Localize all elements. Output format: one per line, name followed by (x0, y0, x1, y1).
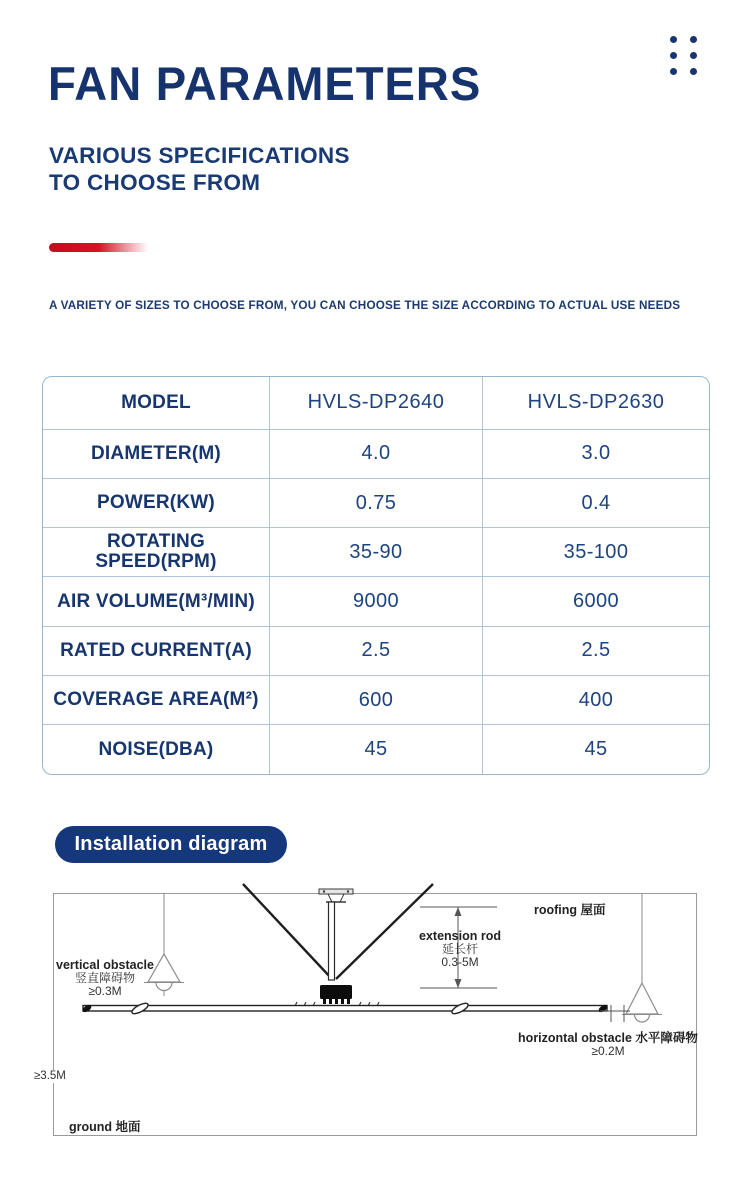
horizontal-obstacle-label-val: ≥0.2M (591, 1044, 625, 1058)
vertical-obstacle-label-cn: 竖直障碍物 (74, 971, 135, 985)
installation-diagram (34, 878, 710, 1140)
dots-grid-icon (670, 36, 697, 75)
spec-value: 4.0 (269, 429, 482, 478)
spec-label: DIAMETER(M) (43, 429, 269, 478)
spec-value: 9000 (269, 577, 482, 626)
ground-label: ground 地面 (69, 1120, 141, 1134)
table-row (43, 478, 709, 527)
spec-value: 45 (269, 725, 482, 774)
model-name: HVLS-DP2640 (269, 377, 482, 429)
spec-value: 35-90 (269, 528, 482, 577)
table-row (43, 675, 709, 724)
table-row (43, 725, 709, 774)
spec-label: NOISE(DBA) (43, 725, 269, 774)
spec-value: 2.5 (269, 626, 482, 675)
spec-value: 0.4 (483, 478, 709, 527)
vertical-obstacle-label-val: ≥0.3M (88, 984, 122, 999)
spec-label: AIR VOLUME(M³/MIN) (43, 577, 269, 626)
roofing-label: roofing 屋面 (534, 903, 606, 917)
spec-label: MODEL (43, 377, 269, 429)
spec-table (42, 376, 710, 775)
spec-label: POWER(KW) (43, 478, 269, 527)
subtitle-line1: VARIOUS SPECIFICATIONS (49, 143, 350, 168)
caption-text: A VARIETY OF SIZES TO CHOOSE FROM, YOU CAN CHOOSE THE SIZE ACCORDING TO ACTUAL USE NEEDS (49, 299, 681, 312)
extension-rod-label-cn: 延长杆 (441, 942, 478, 956)
table-header-row (43, 377, 709, 429)
min-height-label: ≥3.5M (34, 1070, 66, 1082)
spec-value: 35-100 (483, 528, 709, 577)
vertical-obstacle-label-en: vertical obstacle (56, 958, 154, 972)
fan-schematic-svg (40, 878, 710, 1140)
horizontal-obstacle-label-en: horizontal obstacle 水平障碍物 (518, 1031, 698, 1045)
accent-bar (49, 243, 148, 252)
page-title: FAN PARAMETERS (48, 57, 482, 110)
spec-value: 600 (269, 675, 482, 724)
extension-rod-label (408, 929, 512, 970)
spec-label: COVERAGE AREA(M²) (43, 675, 269, 724)
table-row (43, 626, 709, 675)
installation-diagram-button[interactable]: Installation diagram (55, 826, 287, 863)
horizontal-obstacle-label (508, 1031, 708, 1058)
spec-value: 45 (483, 725, 709, 774)
spec-value: 6000 (483, 577, 709, 626)
spec-value: 0.75 (269, 478, 482, 527)
table-row (43, 429, 709, 478)
extension-rod-label-val: 0.3-5M (441, 955, 479, 970)
table-row (43, 528, 709, 577)
model-name: HVLS-DP2630 (483, 377, 709, 429)
subtitle-line2: TO CHOOSE FROM (49, 170, 261, 196)
page-subtitle (49, 142, 350, 197)
spec-label: ROTATING SPEED(RPM) (43, 528, 269, 577)
vertical-obstacle-label (50, 958, 160, 999)
spec-label: RATED CURRENT(A) (43, 626, 269, 675)
spec-value: 3.0 (483, 429, 709, 478)
table-row (43, 577, 709, 626)
extension-rod-label-en: extension rod (419, 929, 501, 943)
spec-value: 2.5 (483, 626, 709, 675)
spec-value: 400 (483, 675, 709, 724)
